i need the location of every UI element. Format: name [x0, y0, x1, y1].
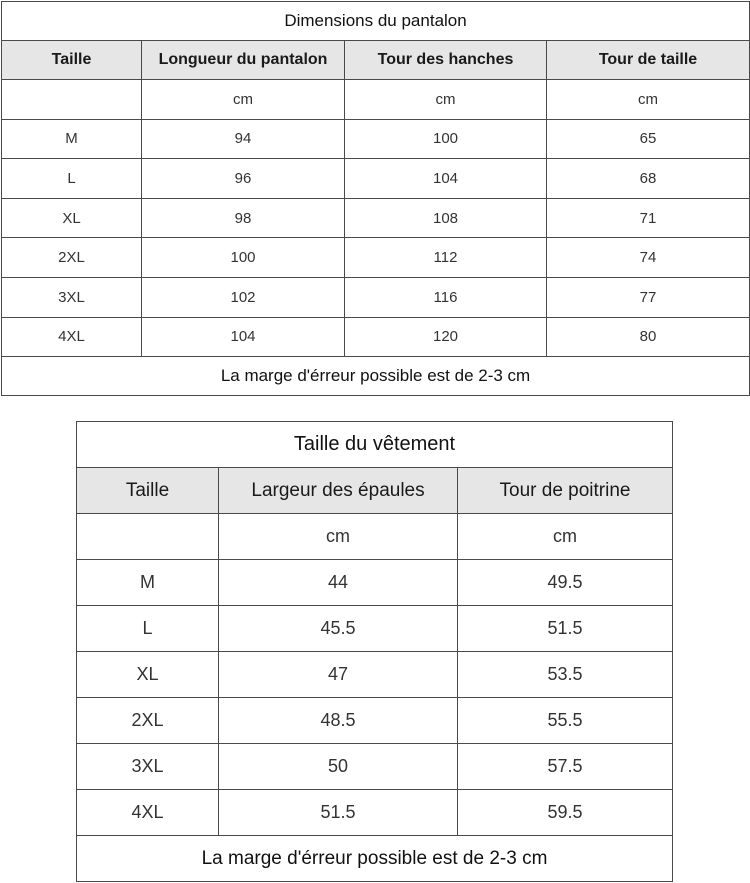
table-cell: 104 [345, 159, 547, 199]
pants-header-waist: Tour de taille [547, 41, 750, 80]
garment-header-shoulder: Largeur des épaules [219, 468, 458, 514]
table-cell: 74 [547, 238, 750, 278]
table-cell: 116 [345, 277, 547, 317]
table-cell: 4XL [2, 317, 142, 357]
table-cell: 108 [345, 198, 547, 238]
garment-size-table [76, 421, 673, 882]
table-cell: 120 [345, 317, 547, 357]
table-cell: 49.5 [458, 560, 673, 606]
table-cell: 59.5 [458, 790, 673, 836]
table-cell: 2XL [77, 698, 219, 744]
table-row [2, 238, 750, 278]
table-cell: 96 [142, 159, 345, 199]
table-cell: 2XL [2, 238, 142, 278]
table-cell: 50 [219, 744, 458, 790]
table-cell: 3XL [2, 277, 142, 317]
table-cell: 100 [345, 119, 547, 159]
pants-unit-cell: cm [547, 80, 750, 120]
table-cell: 47 [219, 652, 458, 698]
table-cell: 51.5 [219, 790, 458, 836]
table-row [77, 698, 673, 744]
table-cell: 112 [345, 238, 547, 278]
garment-header-size: Taille [77, 468, 219, 514]
table-cell: 102 [142, 277, 345, 317]
pants-header-size: Taille [2, 41, 142, 80]
table-cell: 68 [547, 159, 750, 199]
table-row [77, 560, 673, 606]
table-cell: 100 [142, 238, 345, 278]
table-cell: 65 [547, 119, 750, 159]
table-cell: 104 [142, 317, 345, 357]
table-row [77, 744, 673, 790]
table-row [77, 790, 673, 836]
garment-unit-cell: cm [219, 514, 458, 560]
garment-unit-cell [77, 514, 219, 560]
table-cell: L [77, 606, 219, 652]
table-cell: 77 [547, 277, 750, 317]
table-cell: 94 [142, 119, 345, 159]
pants-unit-cell [2, 80, 142, 120]
table-cell: M [77, 560, 219, 606]
pants-error-margin-note: La marge d'érreur possible est de 2-3 cm [2, 357, 750, 396]
table-row [2, 119, 750, 159]
garment-header-chest: Tour de poitrine [458, 468, 673, 514]
table-cell: XL [2, 198, 142, 238]
table-cell: 4XL [77, 790, 219, 836]
pants-table-title: Dimensions du pantalon [2, 2, 750, 41]
pants-header-hips: Tour des hanches [345, 41, 547, 80]
pants-header-length: Longueur du pantalon [142, 41, 345, 80]
table-cell: 57.5 [458, 744, 673, 790]
pants-unit-cell: cm [345, 80, 547, 120]
garment-table-title: Taille du vêtement [77, 422, 673, 468]
table-cell: 3XL [77, 744, 219, 790]
table-row [2, 277, 750, 317]
table-cell: 80 [547, 317, 750, 357]
table-cell: 71 [547, 198, 750, 238]
garment-error-margin-note: La marge d'érreur possible est de 2-3 cm [77, 836, 673, 882]
table-cell: 48.5 [219, 698, 458, 744]
table-cell: L [2, 159, 142, 199]
table-row [77, 652, 673, 698]
table-cell: 51.5 [458, 606, 673, 652]
table-cell: 53.5 [458, 652, 673, 698]
table-cell: M [2, 119, 142, 159]
table-row [2, 317, 750, 357]
pants-unit-cell: cm [142, 80, 345, 120]
table-row [2, 159, 750, 199]
table-cell: 44 [219, 560, 458, 606]
garment-unit-cell: cm [458, 514, 673, 560]
table-cell: 55.5 [458, 698, 673, 744]
table-row [77, 606, 673, 652]
table-cell: 98 [142, 198, 345, 238]
table-cell: XL [77, 652, 219, 698]
pants-size-table [1, 1, 750, 396]
table-cell: 45.5 [219, 606, 458, 652]
table-row [2, 198, 750, 238]
